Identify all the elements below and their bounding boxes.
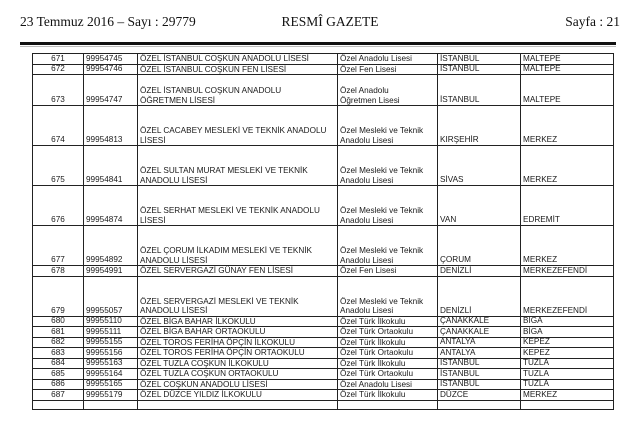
school-name <box>138 276 338 316</box>
table-row <box>33 327 614 338</box>
institution-code: 99955110 <box>84 316 138 327</box>
district: BİGA <box>521 316 614 327</box>
institution-code: 99955156 <box>84 348 138 359</box>
table-row <box>33 226 614 266</box>
school-name <box>138 186 338 226</box>
school-name-line: ÖZEL BİGA BAHAR İLKOKULU <box>140 316 256 326</box>
school-name-line: ÖZEL TOROS FERİHA ÖPÇİN İLKOKULU <box>140 337 295 347</box>
district: MERKEZ <box>521 106 614 146</box>
table-row <box>33 390 614 401</box>
city: İSTANBUL <box>438 75 521 106</box>
row-number: 680 <box>33 316 84 327</box>
school-name-line: ÖZEL TUZLA COŞKUN İLKOKULU <box>140 358 269 368</box>
institution-code: 99954746 <box>84 64 138 75</box>
district: EDREMİT <box>521 186 614 226</box>
school-name-line: ANADOLU LİSESİ <box>140 306 208 315</box>
district: MALTEPE <box>521 75 614 106</box>
table-row <box>33 337 614 348</box>
school-name-line: ANADOLU LİSESİ <box>140 175 208 185</box>
row-number: 671 <box>33 54 84 65</box>
school-name-line: ÖZEL SERVERGAZİ MESLEKİ VE TEKNİK <box>140 296 299 306</box>
row-number: 678 <box>33 266 84 277</box>
institution-code: 99954747 <box>84 75 138 106</box>
school-type <box>338 146 438 186</box>
empty-cell <box>521 400 614 409</box>
school-name-line: ÖZEL TOROS FERİHA ÖPÇİN ORTAOKULU <box>140 348 305 357</box>
school-name-line: LİSESİ <box>140 215 166 225</box>
city: ÇORUM <box>438 226 521 266</box>
school-name-line: ÖZEL TUZLA COŞKUN ORTAOKULU <box>140 369 279 378</box>
row-number: 676 <box>33 186 84 226</box>
table-row <box>33 146 614 186</box>
school-type-line: Özel Mesleki ve Teknik <box>340 246 424 255</box>
school-type <box>338 316 438 327</box>
institution-code: 99954991 <box>84 266 138 277</box>
institution-code: 99955164 <box>84 369 138 380</box>
school-type-line: Özel Türk Ortaokulu <box>340 327 414 336</box>
empty-cell <box>33 400 84 409</box>
institution-code: 99954745 <box>84 54 138 65</box>
school-type <box>338 390 438 401</box>
school-type <box>338 337 438 348</box>
school-type-line: Anadolu Lisesi <box>340 135 394 145</box>
district: MERKEZ <box>521 146 614 186</box>
district: TUZLA <box>521 358 614 369</box>
school-type-line: Özel Anadolu <box>340 86 389 95</box>
school-type <box>338 186 438 226</box>
empty-cell <box>84 400 138 409</box>
institution-code: 99955179 <box>84 390 138 401</box>
school-type-line: Anadolu Lisesi <box>340 215 394 225</box>
row-number: 684 <box>33 358 84 369</box>
institution-code: 99955111 <box>84 327 138 338</box>
city: SİVAS <box>438 146 521 186</box>
school-name <box>138 348 338 359</box>
empty-cell <box>338 400 438 409</box>
institution-code: 99954841 <box>84 146 138 186</box>
school-type-line: Özel Mesleki ve Teknik <box>340 206 424 215</box>
school-type <box>338 276 438 316</box>
table-row-partial <box>33 400 614 409</box>
row-number: 687 <box>33 390 84 401</box>
header-rule-thin <box>20 46 616 47</box>
school-type-line: Özel Anadolu Lisesi <box>340 54 412 63</box>
city: İSTANBUL <box>438 358 521 369</box>
school-name <box>138 358 338 369</box>
empty-cell <box>438 400 521 409</box>
school-name-line: ÖZEL BİGA BAHAR ORTAOKULU <box>140 327 266 336</box>
school-type-line: Özel Anadolu Lisesi <box>340 379 412 389</box>
table-row <box>33 266 614 277</box>
city: ÇANAKKALE <box>438 316 521 327</box>
city: ANTALYA <box>438 348 521 359</box>
table-row <box>33 358 614 369</box>
district: KEPEZ <box>521 337 614 348</box>
table-row <box>33 64 614 75</box>
school-name-line: LİSESİ <box>140 135 166 145</box>
school-name-line: ÖZEL İSTANBUL COŞKUN FEN LİSESİ <box>140 64 287 74</box>
school-type <box>338 266 438 277</box>
district: BİGA <box>521 327 614 338</box>
school-name-line: ÖZEL SULTAN MURAT MESLEKİ VE TEKNİK <box>140 166 308 175</box>
school-table <box>32 53 614 410</box>
school-type-line: Anadolu Lisesi <box>340 175 394 185</box>
school-name <box>138 64 338 75</box>
school-name-line: ÖZEL İSTANBUL COŞKUN ANADOLU LİSESİ <box>140 54 309 63</box>
table-row <box>33 379 614 390</box>
row-number: 683 <box>33 348 84 359</box>
row-number: 675 <box>33 146 84 186</box>
school-type-line: Anadolu Lisesi <box>340 306 394 315</box>
school-type-line: Özel Türk İlkokulu <box>340 390 406 399</box>
row-number: 674 <box>33 106 84 146</box>
row-number: 686 <box>33 379 84 390</box>
district: TUZLA <box>521 379 614 390</box>
school-name <box>138 316 338 327</box>
school-name <box>138 369 338 380</box>
school-type-line: Anadolu Lisesi <box>340 255 394 265</box>
school-type <box>338 75 438 106</box>
institution-code: 99954874 <box>84 186 138 226</box>
school-name <box>138 327 338 338</box>
school-type <box>338 379 438 390</box>
table-row <box>33 348 614 359</box>
table-row <box>33 276 614 316</box>
row-number: 679 <box>33 276 84 316</box>
school-name <box>138 54 338 65</box>
city: İSTANBUL <box>438 64 521 75</box>
district: MERKEZ <box>521 226 614 266</box>
school-name-line: ÖZEL CACABEY MESLEKİ VE TEKNİK ANADOLU <box>140 126 327 135</box>
city: ÇANAKKALE <box>438 327 521 338</box>
city: VAN <box>438 186 521 226</box>
school-type-line: Özel Türk Ortaokulu <box>340 369 414 378</box>
school-type <box>338 64 438 75</box>
city: DÜZCE <box>438 390 521 401</box>
school-type <box>338 327 438 338</box>
school-type-line: Özel Türk İlkokulu <box>340 316 406 326</box>
school-name <box>138 75 338 106</box>
district: TUZLA <box>521 369 614 380</box>
district: MERKEZEFENDİ <box>521 276 614 316</box>
school-name <box>138 226 338 266</box>
school-name-line: ÖZEL SERHAT MESLEKİ VE TEKNİK ANADOLU <box>140 206 320 215</box>
school-name-line: ÖZEL SERVERGAZİ GÜNAY FEN LİSESİ <box>140 266 294 275</box>
row-number: 677 <box>33 226 84 266</box>
school-name-line: ÖZEL COŞKUN ANADOLU LİSESİ <box>140 379 268 389</box>
page-header <box>20 10 620 32</box>
school-name <box>138 146 338 186</box>
table-row <box>33 54 614 65</box>
school-type-line: Özel Türk İlkokulu <box>340 358 406 368</box>
school-type-line: Özel Fen Lisesi <box>340 266 397 275</box>
school-name-line: ÖZEL İSTANBUL COŞKUN ANADOLU <box>140 86 282 95</box>
school-name-line: ÖZEL ÇORUM İLKADIM MESLEKİ VE TEKNİK <box>140 246 312 255</box>
school-name <box>138 379 338 390</box>
table-row <box>33 75 614 106</box>
institution-code: 99955165 <box>84 379 138 390</box>
school-name-line: ANADOLU LİSESİ <box>140 255 208 265</box>
school-type-line: Özel Mesleki ve Teknik <box>340 126 424 135</box>
school-name <box>138 390 338 401</box>
row-number: 673 <box>33 75 84 106</box>
city: İSTANBUL <box>438 54 521 65</box>
district: MERKEZEFENDİ <box>521 266 614 277</box>
city: DENİZLİ <box>438 276 521 316</box>
empty-cell <box>138 400 338 409</box>
school-name <box>138 266 338 277</box>
header-rule <box>20 42 616 45</box>
district: MALTEPE <box>521 54 614 65</box>
institution-code: 99954892 <box>84 226 138 266</box>
row-number: 672 <box>33 64 84 75</box>
school-type <box>338 54 438 65</box>
institution-code: 99955163 <box>84 358 138 369</box>
school-type-line: Özel Türk İlkokulu <box>340 337 406 347</box>
table-row <box>33 316 614 327</box>
school-name-line: ÖZEL DÜZCE YILDIZ İLKOKULU <box>140 390 262 399</box>
school-type-line: Özel Türk Ortaokulu <box>340 348 414 357</box>
gazette-title: RESMÎ GAZETE <box>281 14 379 29</box>
table-row <box>33 106 614 146</box>
row-number: 685 <box>33 369 84 380</box>
district: KEPEZ <box>521 348 614 359</box>
school-type-line: Öğretmen Lisesi <box>340 95 400 105</box>
institution-code: 99955155 <box>84 337 138 348</box>
school-type <box>338 226 438 266</box>
row-number: 681 <box>33 327 84 338</box>
city: DENİZLİ <box>438 266 521 277</box>
issue-date-number: 23 Temmuz 2016 – Sayı : 29779 <box>20 14 196 29</box>
school-type <box>338 106 438 146</box>
institution-code: 99954813 <box>84 106 138 146</box>
row-number: 682 <box>33 337 84 348</box>
school-type <box>338 358 438 369</box>
school-name-line: ÖĞRETMEN LİSESİ <box>140 95 216 105</box>
page-number: Sayfa : 21 <box>565 14 620 29</box>
city: KIRŞEHİR <box>438 106 521 146</box>
institution-code: 99955057 <box>84 276 138 316</box>
table-row <box>33 369 614 380</box>
district: MERKEZ <box>521 390 614 401</box>
school-type <box>338 369 438 380</box>
city: İSTANBUL <box>438 379 521 390</box>
school-type <box>338 348 438 359</box>
school-type-line: Özel Fen Lisesi <box>340 64 397 74</box>
school-type-line: Özel Mesleki ve Teknik <box>340 296 424 306</box>
school-name <box>138 337 338 348</box>
city: ANTALYA <box>438 337 521 348</box>
school-name <box>138 106 338 146</box>
school-type-line: Özel Mesleki ve Teknik <box>340 166 424 175</box>
table-row <box>33 186 614 226</box>
district: MALTEPE <box>521 64 614 75</box>
city: İSTANBUL <box>438 369 521 380</box>
